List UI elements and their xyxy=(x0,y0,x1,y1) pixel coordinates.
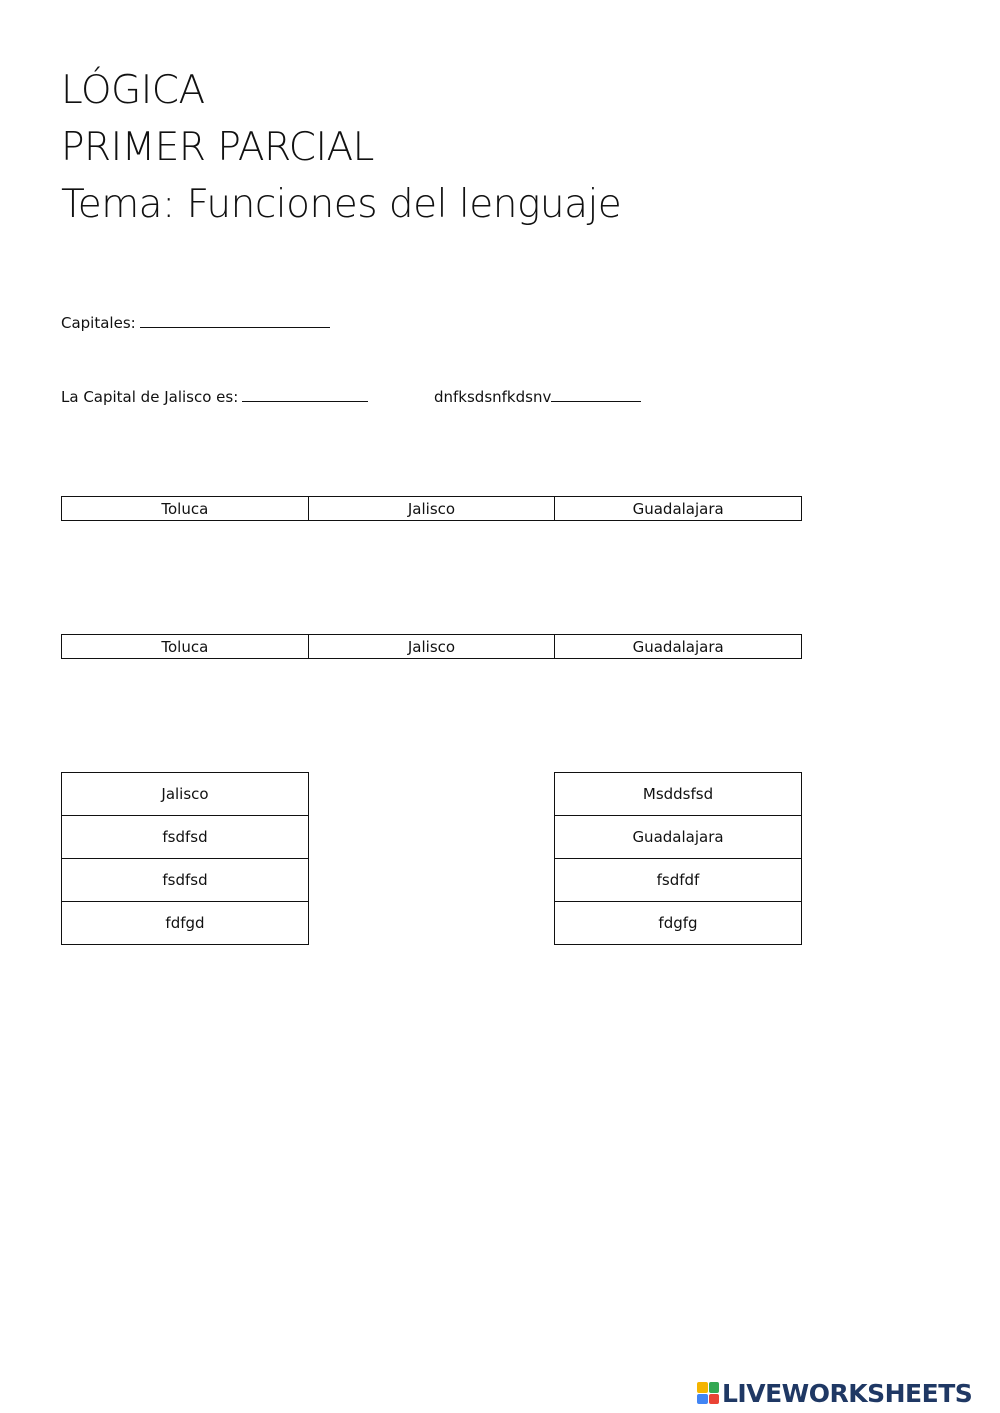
match-column-left xyxy=(61,772,309,945)
extra-question xyxy=(434,387,641,405)
title-topic: Tema: Funciones del lenguaje xyxy=(61,182,622,227)
capitales-answer-blank[interactable] xyxy=(140,313,330,328)
match-right-item[interactable]: Msddsfsd xyxy=(555,773,802,816)
capitales-question xyxy=(61,313,330,331)
extra-answer-blank[interactable] xyxy=(551,387,641,402)
match-right-item[interactable]: fsdfdf xyxy=(555,859,802,902)
options-row xyxy=(62,497,802,521)
options-table-1 xyxy=(61,496,802,521)
option-cell[interactable]: Guadalajara xyxy=(555,497,802,521)
liveworksheets-logo xyxy=(697,1379,972,1407)
title-subject: LÓGICA xyxy=(61,68,205,113)
option-cell[interactable]: Jalisco xyxy=(308,497,555,521)
option-cell[interactable]: Toluca xyxy=(62,497,309,521)
match-right-item[interactable]: fdgfg xyxy=(555,902,802,945)
logo-mark-icon xyxy=(697,1382,719,1404)
option-cell[interactable]: Toluca xyxy=(62,635,309,659)
capital-jalisco-label: La Capital de Jalisco es: xyxy=(61,388,239,406)
capitales-label: Capitales: xyxy=(61,314,136,332)
options-row xyxy=(62,635,802,659)
match-left-item[interactable]: fdfgd xyxy=(62,902,309,945)
match-right-item[interactable]: Guadalajara xyxy=(555,816,802,859)
match-left-item[interactable]: fsdfsd xyxy=(62,816,309,859)
match-left-item[interactable]: fsdfsd xyxy=(62,859,309,902)
title-exam: PRIMER PARCIAL xyxy=(61,125,374,170)
option-cell[interactable]: Guadalajara xyxy=(555,635,802,659)
option-cell[interactable]: Jalisco xyxy=(308,635,555,659)
logo-text: LIVEWORKSHEETS xyxy=(722,1378,973,1408)
match-column-right xyxy=(554,772,802,945)
extra-label: dnfksdsnfkdsnv xyxy=(434,388,552,406)
capital-jalisco-question xyxy=(61,387,368,405)
options-table-2 xyxy=(61,634,802,659)
match-left-item[interactable]: Jalisco xyxy=(62,773,309,816)
capital-jalisco-answer-blank[interactable] xyxy=(242,387,368,402)
